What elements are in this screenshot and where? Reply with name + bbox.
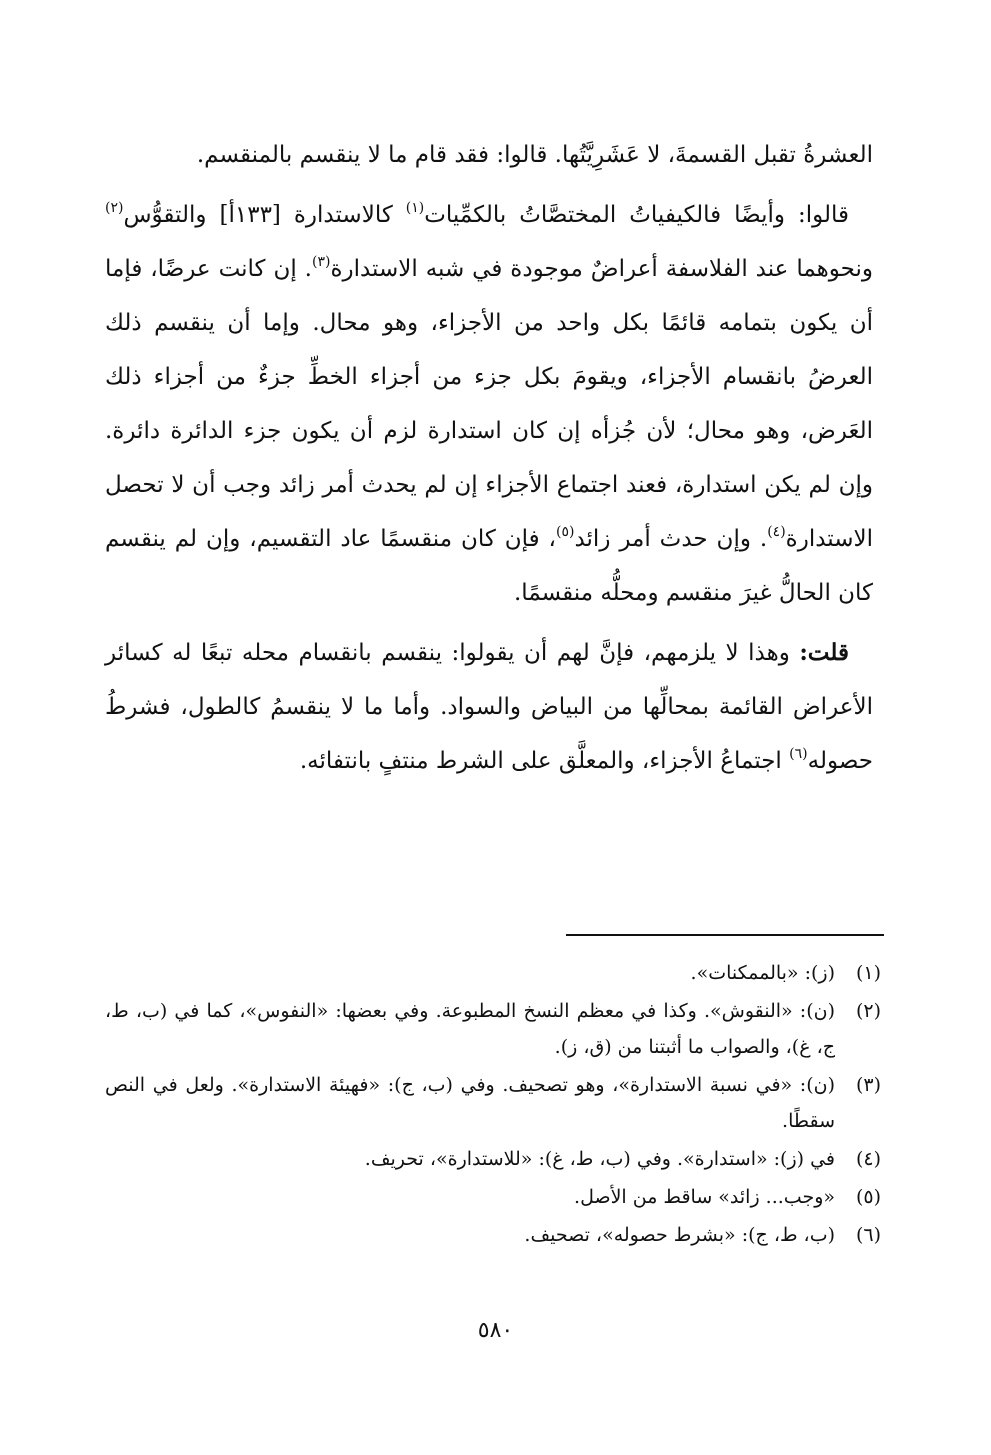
footnote-number: (٤) xyxy=(855,1148,881,1170)
footnote-text: (ز): «بالممكنات». xyxy=(690,962,835,984)
footnote-ref-3[interactable]: (٣) xyxy=(311,254,331,270)
footnote-ref-5[interactable]: (٥) xyxy=(555,524,575,540)
paragraph-3-text-b: اجتماعُ الأجزاء، والمعلَّق على الشرط منتفٍ بانتفائه. xyxy=(299,748,790,774)
footnote-ref-2[interactable]: (٢) xyxy=(105,200,124,216)
paragraph-2-text-a: قالوا: وأيضًا فالكيفياتُ المختصَّاتُ بالكمِّيات xyxy=(424,202,849,228)
footnote-5 xyxy=(105,1179,881,1215)
footnote-number: (٣) xyxy=(855,1074,881,1096)
footnote-ref-4[interactable]: (٤) xyxy=(767,524,786,540)
footnote-4 xyxy=(105,1141,881,1177)
paragraph-1-text: العشرةُ تقبل القسمةَ، لا عَشَرِيَّتُها. قالوا: فقد قام ما لا ينقسم بالمنقسم. xyxy=(196,142,873,168)
footnote-6 xyxy=(105,1217,881,1253)
footnote-text: في (ز): «استدارة». وفي (ب، ط، غ): «للاستدارة»، تحريف. xyxy=(364,1148,835,1170)
footnote-number: (٦) xyxy=(855,1224,881,1246)
paragraph-3 xyxy=(105,626,873,788)
footnote-3 xyxy=(105,1067,881,1139)
paragraph-3-lead: قلت: xyxy=(799,639,849,666)
paragraph-2-text-c: ونحوهما عند الفلاسفة أعراضٌ موجودة في شبه الاستدارة xyxy=(330,256,873,282)
footnote-text: (ن): «في نسبة الاستدارة»، وهو تصحيف. وفي (ب، ج): «فهيئة الاستدارة». ولعل في النص سقطًا. xyxy=(105,1074,835,1132)
page-number: ٥٨٠ xyxy=(477,1318,514,1343)
footnotes-list xyxy=(105,955,881,1255)
footnote-text: «وجب... زائد» ساقط من الأصل. xyxy=(574,1186,835,1208)
footnote-text: (ب، ط، ج): «بشرط حصوله»، تصحيف. xyxy=(524,1224,835,1246)
paragraph-2-text-e: . وإن حدث أمر زائد xyxy=(574,526,768,552)
paragraph-2-text-d: . إن كانت عرضًا، فإما أن يكون بتمامه قائمًا بكل واحد من الأجزاء، وهو محال. وإما أن ينقسم ذلك العرضُ بانقسام الأجزاء، ويقومَ بكل جزء من أجزاء الخطِّ جزءٌ من أجزاء ذلك العَرض، وهو محال؛ لأن جُزأه إن كان استدارة لزم أن يكون جزء الدائرة دائرة. وإن لم يكن استدارة، فعند اجتماع الأجزاء إن لم يحدث أمر زائد وجب أن لا تحصل الاستدارة xyxy=(105,256,874,552)
paragraph-3-text-a: وهذا لا يلزمهم، فإنَّ لهم أن يقولوا: ينقسم بانقسام محله تبعًا له كسائر الأعراض القائمة بمحالِّها من البياض والسواد. وأما ما لا ينقسمُ كالطول، فشرطُ حصوله xyxy=(105,640,873,774)
footnote-number: (١) xyxy=(855,962,881,984)
footnote-ref-6[interactable]: (٦) xyxy=(789,746,808,762)
footnote-1 xyxy=(105,955,881,991)
paragraph-2-text-f: ، فإن كان منقسمًا عاد التقسيم، وإن لم ينقسم كان الحالُّ غيرَ منقسم ومحلُّه منقسمًا. xyxy=(105,526,873,606)
paragraph-2 xyxy=(105,188,873,620)
footnote-2 xyxy=(105,993,881,1065)
paragraph-1 xyxy=(105,128,873,182)
footnote-text: (ن): «النقوش». وكذا في معظم النسخ المطبوعة. وفي بعضها: «النفوس»، كما في (ب، ط، ج، غ)، والصواب ما أثبتنا من (ق، ز). xyxy=(105,1000,835,1058)
main-text xyxy=(105,128,873,788)
footnote-ref-1[interactable]: (١) xyxy=(405,200,425,216)
footnote-number: (٥) xyxy=(855,1186,881,1208)
footnote-separator xyxy=(566,934,884,936)
footnote-number: (٢) xyxy=(855,1000,881,1022)
paragraph-2-text-b: كالاستدارة [١٣٣أ] والتقوُّس xyxy=(123,202,406,228)
